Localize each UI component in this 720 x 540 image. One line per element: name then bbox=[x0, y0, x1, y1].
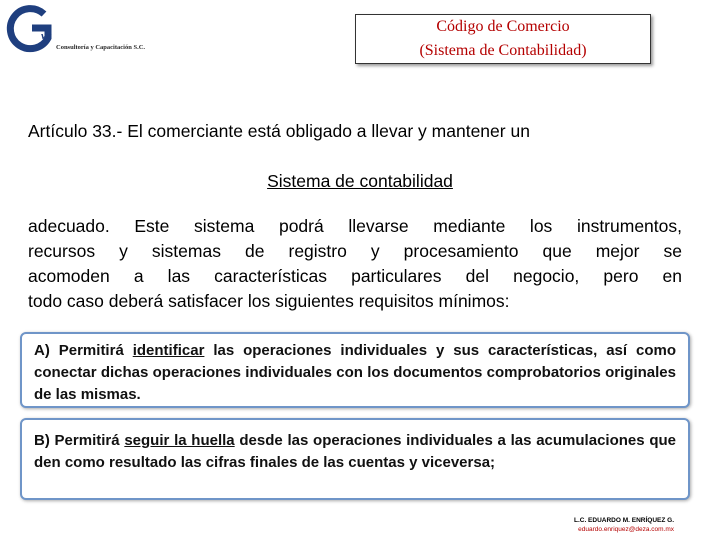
title-box bbox=[355, 14, 651, 64]
article-intro: Artículo 33.- El comerciante está obligado a llevar y mantener un bbox=[28, 121, 530, 141]
company-logo bbox=[4, 4, 174, 56]
logo-letters: va bbox=[41, 30, 53, 42]
paragraph-line: adecuado. Este sistema podrá llevarse mediante los instrumentos, bbox=[28, 216, 682, 236]
requirement-a-box bbox=[20, 332, 690, 408]
system-term-line bbox=[0, 171, 720, 192]
system-term: Sistema de contabilidad bbox=[267, 171, 453, 191]
g-logo-icon bbox=[4, 4, 64, 54]
requirement-a-keyword: identificar bbox=[132, 342, 205, 359]
title-line-1: Código de Comercio bbox=[436, 18, 570, 35]
logo-tagline: Consultoría y Capacitación S.C. bbox=[56, 44, 146, 51]
footer-credit bbox=[574, 516, 674, 534]
author-name: L.C. EDUARDO M. ENRÍQUEZ G. bbox=[573, 517, 674, 524]
requirement-a-prefix: A) Permitirá bbox=[34, 342, 133, 359]
paragraph-line: acomoden a las características particulares del negocio, pero en bbox=[28, 266, 682, 286]
paragraph-line: recursos y sistemas de registro y procesamiento que mejor se bbox=[28, 241, 682, 261]
title-line-2: (Sistema de Contabilidad) bbox=[419, 42, 587, 59]
article-paragraph bbox=[28, 214, 682, 314]
requirement-b-keyword: seguir la huella bbox=[124, 432, 235, 449]
requirement-b-box bbox=[20, 418, 690, 500]
requirement-b-text: desde las operaciones individuales a las acumulaciones que den como resultado las cifras finales de las cuentas y viceversa; bbox=[34, 432, 676, 471]
paragraph-line: todo caso deberá satisfacer los siguientes requisitos mínimos: bbox=[28, 291, 510, 311]
author-email: eduardo.enriquez@deza.com.mx bbox=[578, 526, 674, 533]
requirement-b-prefix: B) Permitirá bbox=[34, 432, 125, 449]
requirement-a-text: las operaciones individuales y sus características, así como conectar dichas operaciones individuales con los documentos comprobatorios originales de las mismas. bbox=[34, 342, 676, 403]
